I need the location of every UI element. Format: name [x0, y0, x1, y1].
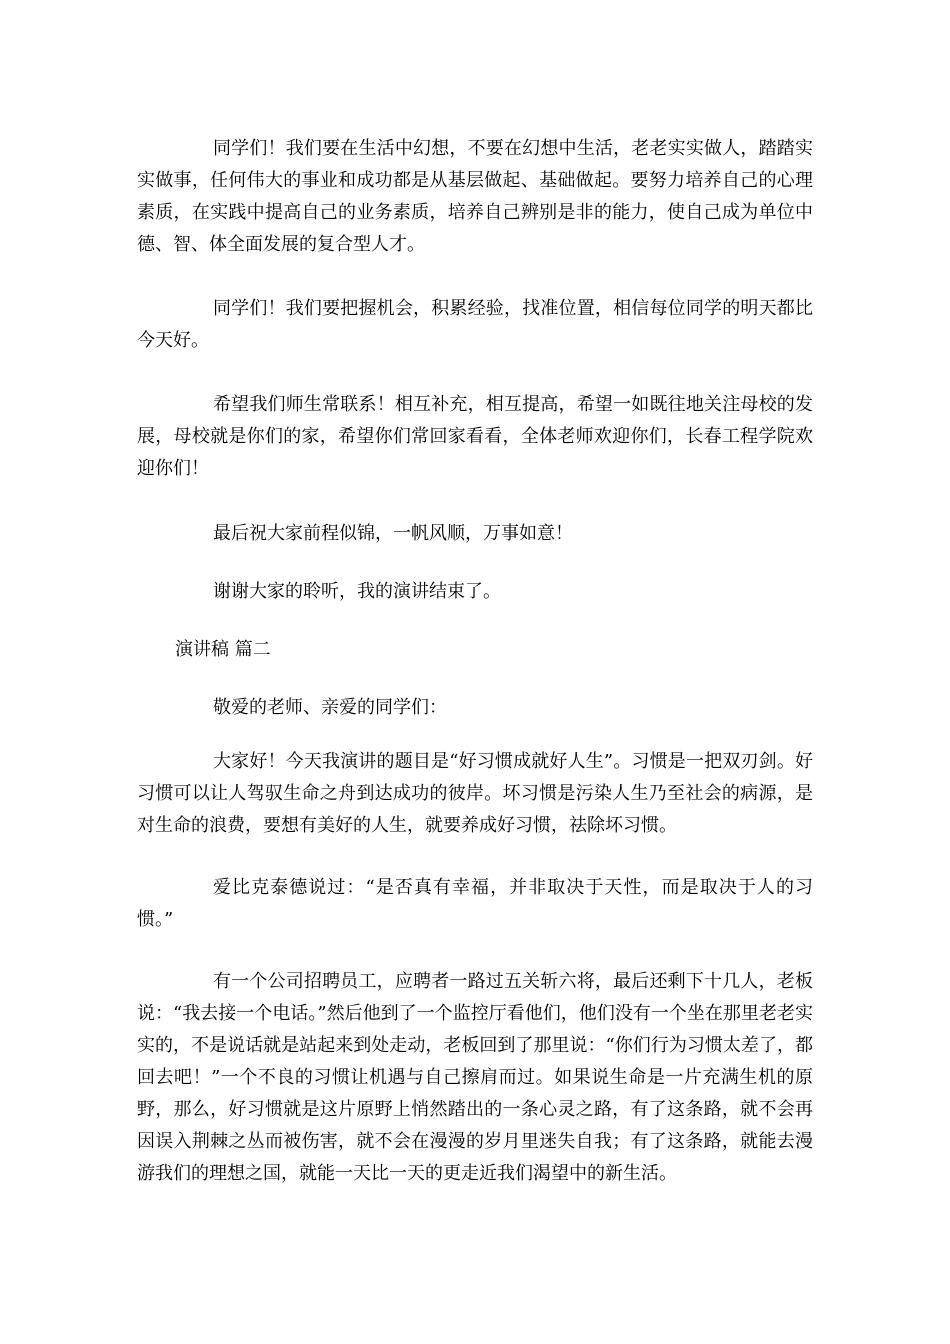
paragraph-salutation: 敬爱的老师、亲爱的同学们：	[213, 697, 447, 718]
paragraph-epictetus-quote: 爱比克泰德说过：“是否真有幸福，并非取决于天性，而是取决于人的习惯。”	[137, 877, 813, 930]
section-heading: 演讲稿 篇二	[175, 639, 271, 660]
paragraph-study-advice: 同学们！我们要在生活中幻想，不要在幻想中生活，老老实实做人，踏踏实实做事，任何伟大的事业和成功都是从基层做起、基础做起。要努力培养自己的心理素质，在实践中提高自己的业务素质，培养自己辨别是非的能力，使自己成为单位中德、智、体全面发展的复合型人才。	[137, 138, 813, 255]
paragraph-keep-in-touch: 希望我们师生常联系！相互补充，相互提高，希望一如既往地关注母校的发展，母校就是你们的家，希望你们常回家看看，全体老师欢迎你们，长春工程学院欢迎你们！	[137, 394, 813, 479]
document-body	[137, 133, 813, 1190]
paragraph-best-wishes: 最后祝大家前程似锦，一帆风顺，万事如意！	[213, 523, 573, 544]
paragraph-closing-thanks: 谢谢大家的聆听，我的演讲结束了。	[213, 581, 501, 602]
paragraph-hiring-story: 有一个公司招聘员工，应聘者一路过五关斩六将，最后还剩下十几人，老板说：“我去接一个电话。”然后他到了一个监控厅看他们，他们没有一个坐在那里老老实实的，不是说话就是站起来到处走动，老板回到了那里说：“你们行为习惯太差了，都回去吧！”一个不良的习惯让机遇与自己擦肩而过。如果说生命是一片充满生机的原野，那么，好习惯就是这片原野上悄然踏出的一条心灵之路，有了这条路，就不会再因误入荆棘之丛而被伤害，就不会在漫漫的岁月里迷失自我；有了这条路，就能去漫游我们的理想之国，就能一天比一天的更走近我们渴望中的新生活。	[137, 971, 813, 1184]
paragraph-speech-topic: 大家好！今天我演讲的题目是“好习惯成就好人生”。习惯是一把双刃剑。好习惯可以让人驾驭生命之舟到达成功的彼岸。坏习惯是污染人生乃至社会的病源，是对生命的浪费，要想有美好的人生，就要养成好习惯，祛除坏习惯。	[137, 751, 813, 836]
paragraph-seize-opportunity: 同学们！我们要把握机会，积累经验，找准位置，相信每位同学的明天都比今天好。	[137, 298, 813, 351]
